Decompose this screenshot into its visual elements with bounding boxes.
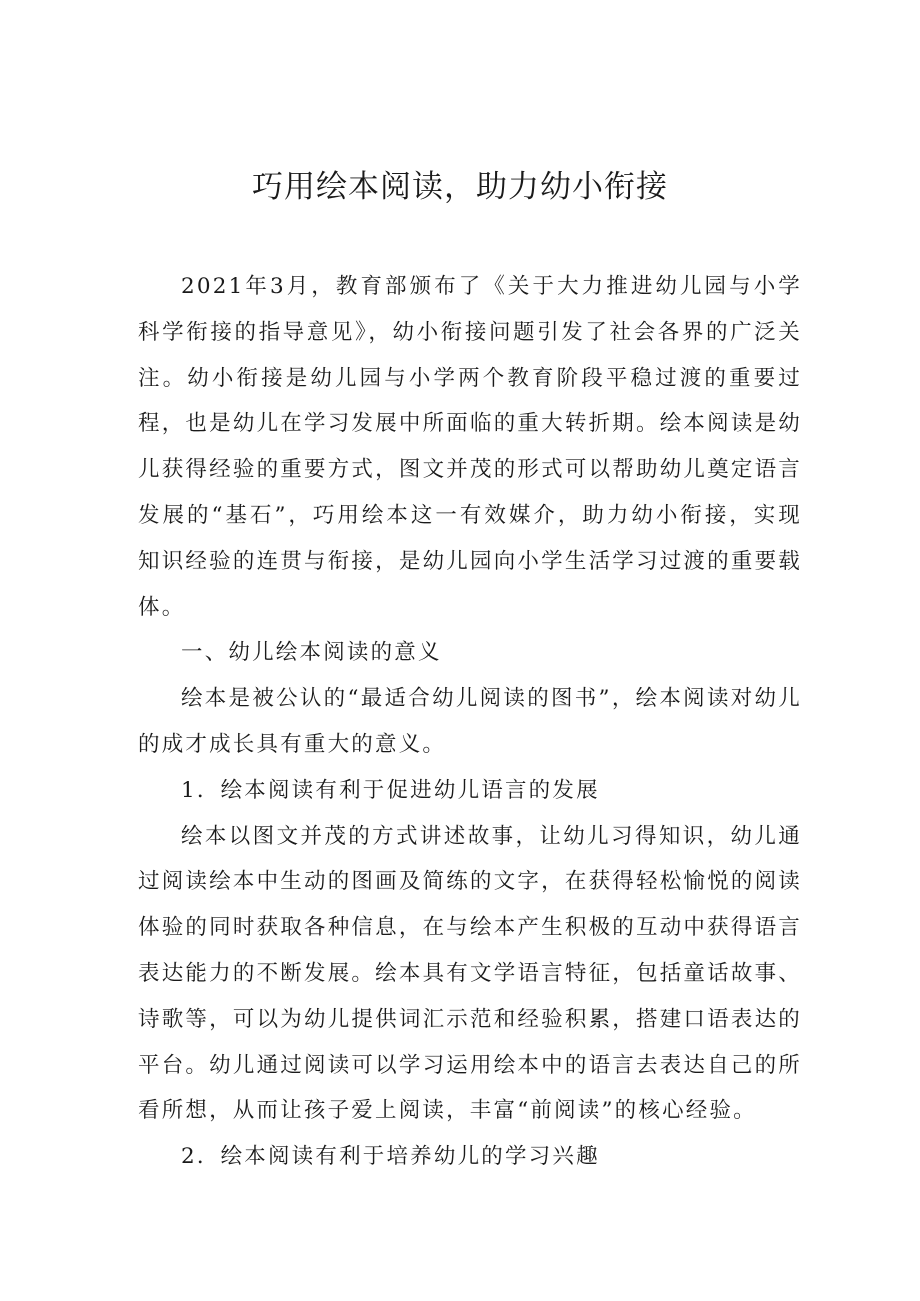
- subheading-2: 2．绘本阅读有利于培养幼儿的学习兴趣: [181, 1144, 600, 1170]
- subheading-1-paragraph: 绘本以图文并茂的方式讲述故事，让幼儿习得知识，幼儿通过阅读绘本中生动的图画及简练的文字，在获得轻松愉悦的阅读体验的同时获取各种信息，在与绘本产生积极的互动中获得语言表达能力的不断发展。绘本具有文学语言特征，包括童话故事、诗歌等，可以为幼儿提供词汇示范和经验积累，搭建口语表达的平台。幼儿通过阅读可以学习运用绘本中的语言去表达自己的所看所想，从而让孩子爱上阅读，丰富“前阅读”的核心经验。: [138, 823, 802, 1124]
- section-heading-1: 一、幼儿绘本阅读的意义: [181, 640, 442, 666]
- section-1-paragraph: 绘本是被公认的“最适合幼儿阅读的图书”，绘本阅读对幼儿的成才成长具有重大的意义。: [138, 686, 802, 757]
- document-body: [138, 264, 802, 1180]
- document-title: 巧用绘本阅读，助力幼小衔接: [252, 169, 668, 205]
- subheading-1: 1．绘本阅读有利于促进幼儿语言的发展: [181, 777, 600, 803]
- intro-paragraph: 2021年3月，教育部颁布了《关于大力推进幼儿园与小学科学衔接的指导意见》，幼小衔接问题引发了社会各界的广泛关注。幼小衔接是幼儿园与小学两个教育阶段平稳过渡的重要过程，也是幼儿在学习发展中所面临的重大转折期。绘本阅读是幼儿获得经验的重要方式，图文并茂的形式可以帮助幼儿奠定语言发展的“基石”，巧用绘本这一有效媒介，助力幼小衔接，实现知识经验的连贯与衔接，是幼儿园向小学生活学习过渡的重要载体。: [138, 274, 802, 620]
